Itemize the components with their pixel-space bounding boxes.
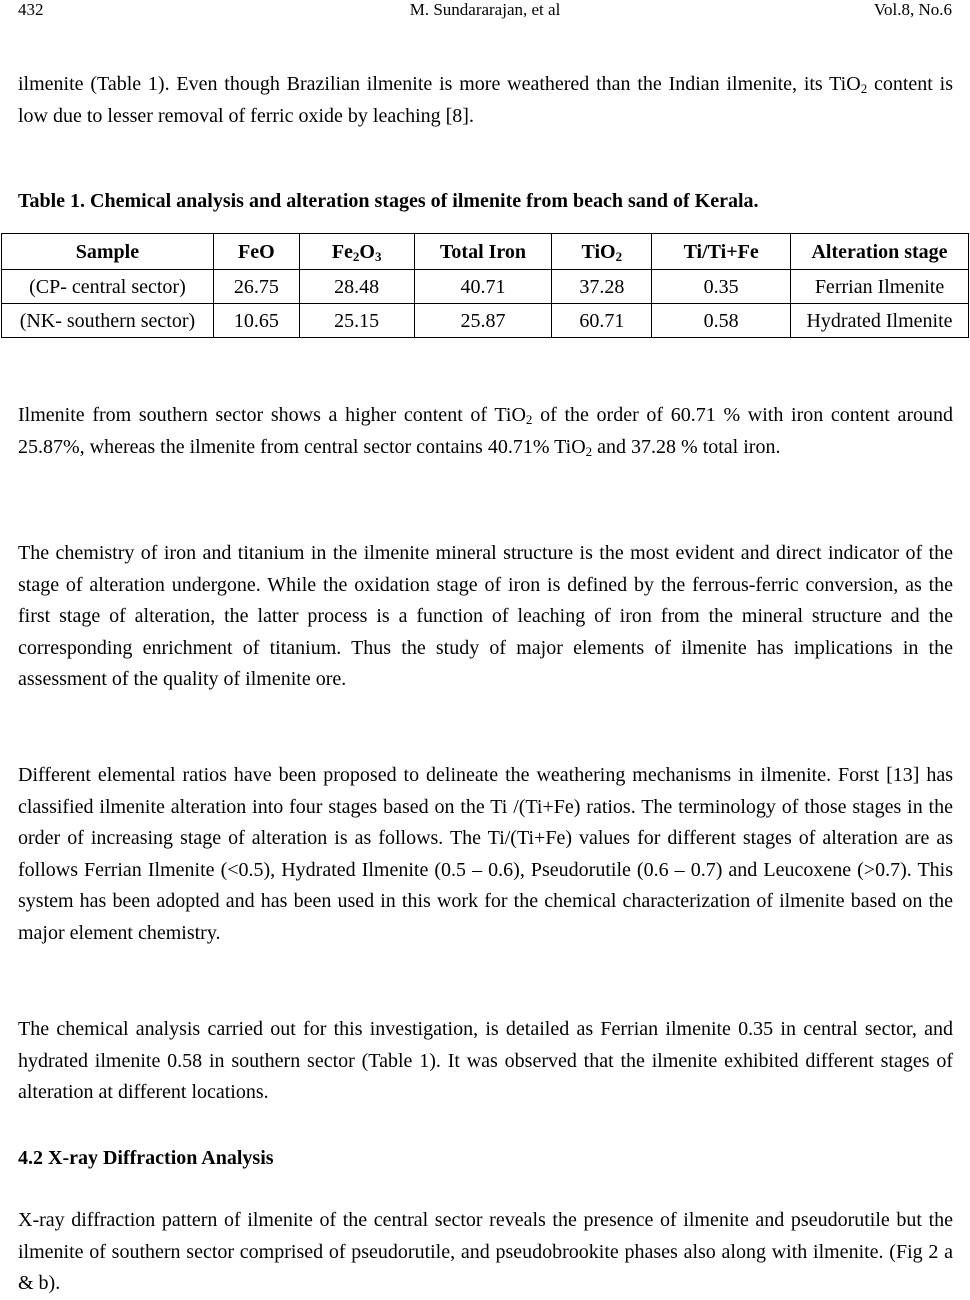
paragraph-chemical-analysis: The chemical analysis carried out for this investigation, is detailed as Ferrian ilmenite 0.35 in central sector, and hydrated ilmenite 0.58 in southern sector (Table 1). It was observed that the ilmenite exhibited different stages of alteration at different locations. xyxy=(18,1018,953,1103)
subscript: 3 xyxy=(374,249,382,264)
table-cell: 40.71 xyxy=(414,270,552,304)
running-authors: M. Sundararajan, et al xyxy=(409,0,561,19)
header-sample: Sample xyxy=(2,234,214,270)
page-number: 432 xyxy=(18,0,44,19)
header-text: Fe xyxy=(331,241,353,263)
header-text: TiO xyxy=(581,241,616,263)
page-header xyxy=(18,0,952,24)
paragraph-text: Ilmenite from southern sector shows a higher content of TiO xyxy=(18,404,526,426)
paragraph-ilmenite-brazil xyxy=(18,69,953,132)
table-cell: Hydrated Ilmenite xyxy=(791,304,969,338)
paragraph-chemistry: The chemistry of iron and titanium in the ilmenite mineral structure is the most evident and direct indicator of the stage of alteration undergone. While the oxidation stage of iron is defined by the ferrous-ferric conversion, as the first stage of alteration, the latter process is a function of leaching of iron from the mineral structure and the corresponding enrichment of titanium. Thus the study of major elements of ilmenite has implications in the assessment of the quality of ilmenite ore. xyxy=(18,542,953,690)
paragraph-text: ilmenite (Table 1). Even though Brazilian ilmenite is more weathered than the Indian ilmenite, its TiO xyxy=(18,73,861,95)
table-caption: Table 1. Chemical analysis and alteration stages of ilmenite from beach sand of Kerala. xyxy=(18,190,759,212)
volume-info: Vol.8, No.6 xyxy=(873,0,952,19)
table-cell: 60.71 xyxy=(552,304,652,338)
table-cell: 25.87 xyxy=(414,304,552,338)
table-cell: 26.75 xyxy=(213,270,299,304)
header-alteration-stage: Alteration stage xyxy=(791,234,969,270)
paragraph-text: and 37.28 % total iron. xyxy=(592,435,781,458)
header-ratio: Ti/Ti+Fe xyxy=(652,234,791,270)
paragraph-xrd: X-ray diffraction pattern of ilmenite of the central sector reveals the presence of ilmenite and pseudorutile but the ilmenite of southern sector comprised of pseudorutile, and pseudobrookite phases also along with ilmenite. (Fig 2 a & b). xyxy=(18,1209,953,1294)
table-cell: (NK- southern sector) xyxy=(2,304,214,338)
header-total-iron: Total Iron xyxy=(414,234,552,270)
header-fe2o3 xyxy=(299,234,414,270)
subscript: 2 xyxy=(615,249,623,264)
table-row xyxy=(2,304,969,338)
table-cell: 10.65 xyxy=(213,304,299,338)
subscript: 2 xyxy=(860,81,868,96)
table-row xyxy=(2,270,969,304)
paragraph-southern-sector xyxy=(18,400,953,463)
table-cell: 28.48 xyxy=(299,270,414,304)
chemical-analysis-table xyxy=(1,233,969,338)
paragraph-elemental-ratios: Different elemental ratios have been proposed to delineate the weathering mechanisms in ilmenite. Forst [13] has classified ilmenite alteration into four stages based on the Ti /(Ti+Fe) ratios. The terminology of those stages in the order of increasing stage of alteration is as follows. The Ti/(Ti+Fe) values for different stages of alteration are as follows Ferrian Ilmenite (<0.5), Hydrated Ilmenite (0.5 – 0.6), Pseudorutile (0.6 – 0.7) and Leucoxene (>0.7). This system has been adopted and has been used in this work for the chemical characterization of ilmenite based on the major element chemistry. xyxy=(18,764,953,944)
paragraph-text: content is low due to lesser removal of ferric oxide by leaching [8]. xyxy=(18,73,954,127)
header-text: O xyxy=(359,241,375,263)
subscript: 2 xyxy=(352,249,360,264)
header-tio2 xyxy=(552,234,652,270)
subscript: 2 xyxy=(525,412,533,427)
table-cell: 0.35 xyxy=(652,270,791,304)
table-cell: 0.58 xyxy=(652,304,791,338)
table-cell: (CP- central sector) xyxy=(2,270,214,304)
table-cell: 25.15 xyxy=(299,304,414,338)
table-header-row xyxy=(2,234,969,270)
section-heading: 4.2 X-ray Diffraction Analysis xyxy=(18,1147,274,1169)
subscript: 2 xyxy=(585,443,593,459)
paragraph-text: of the order of 60.71 % with iron content around 25.87%, whereas the ilmenite from central sector contains 40.71% TiO xyxy=(18,404,953,458)
table-cell: Ferrian Ilmenite xyxy=(791,270,969,304)
header-feo: FeO xyxy=(213,234,299,270)
table-cell: 37.28 xyxy=(552,270,652,304)
